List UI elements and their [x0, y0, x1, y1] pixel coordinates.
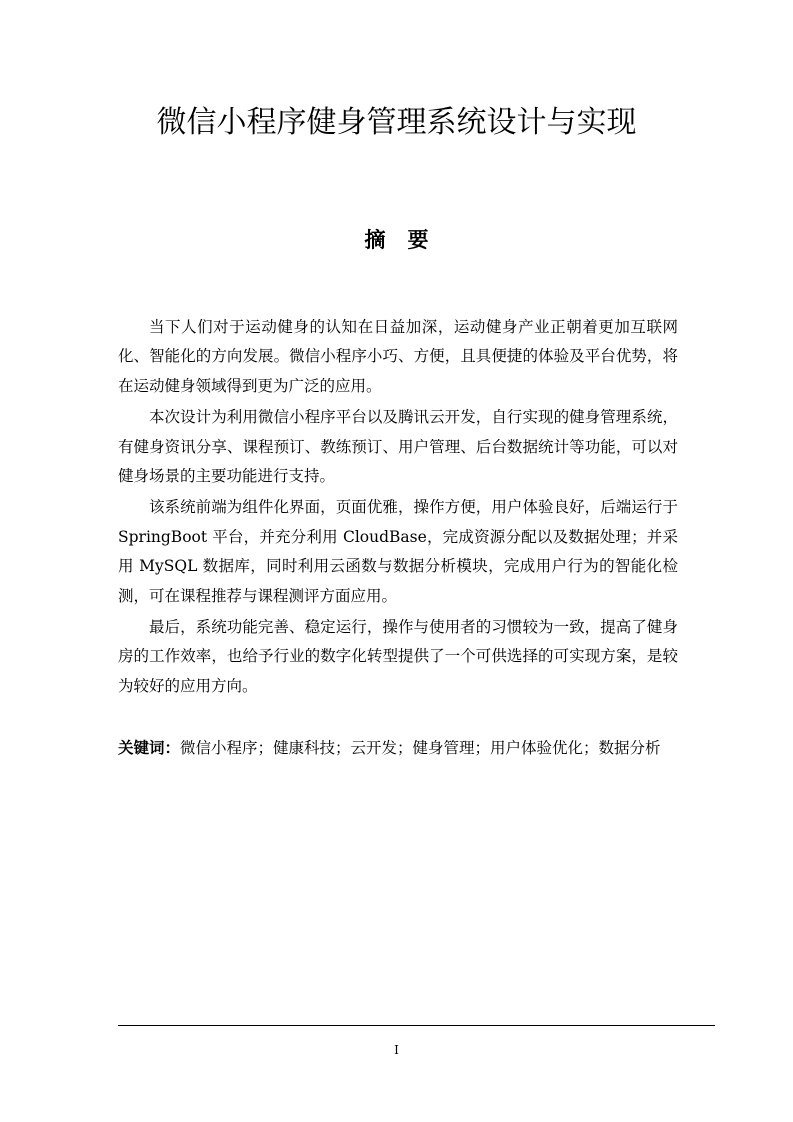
footer-divider — [118, 1025, 715, 1026]
abstract-paragraph-2: 本次设计为利用微信小程序平台以及腾讯云开发，自行实现的健身管理系统，有健身资讯分享、课程预订、教练预订、用户管理、后台数据统计等功能，可以对健身场景的主要功能进行支持。 — [118, 408, 678, 486]
abstract-heading-char-2: 要 — [407, 227, 429, 252]
keywords-line — [118, 734, 688, 763]
abstract-body — [118, 313, 678, 703]
abstract-paragraph-4: 最后，系统功能完善、稳定运行，操作与使用者的习惯较为一致，提高了健身房的工作效率，也给予行业的数字化转型提供了一个可供选择的可实现方案，是较为较好的应用方向。 — [118, 618, 678, 695]
keywords-label: 关键词： — [118, 739, 181, 757]
document-title: 微信小程序健身管理系统设计与实现 — [156, 105, 637, 140]
abstract-heading-char-1: 摘 — [364, 227, 386, 252]
abstract-paragraph-1: 当下人们对于运动健身的认知在日益加深，运动健身产业正朝着更加互联网化、智能化的方向发展。微信小程序小巧、方便，且具便捷的体验及平台优势，将在运动健身领域得到更为广泛的应用。 — [118, 318, 678, 395]
page-number: I — [394, 1043, 399, 1057]
abstract-paragraph-3: 该系统前端为组件化界面，页面优雅，操作方便，用户体验良好，后端运行于 SpringBoot 平台，并充分利用 CloudBase，完成资源分配以及数据处理；并采用 MySQL 数据库，同时利用云函数与数据分析模块，完成用户行为的智能化检测，可在课程推荐与课程测评方面应用。 — [118, 498, 678, 605]
abstract-heading — [0, 222, 793, 258]
keywords-text: 微信小程序；健康科技；云开发；健身管理；用户体验优化；数据分析 — [180, 739, 661, 757]
